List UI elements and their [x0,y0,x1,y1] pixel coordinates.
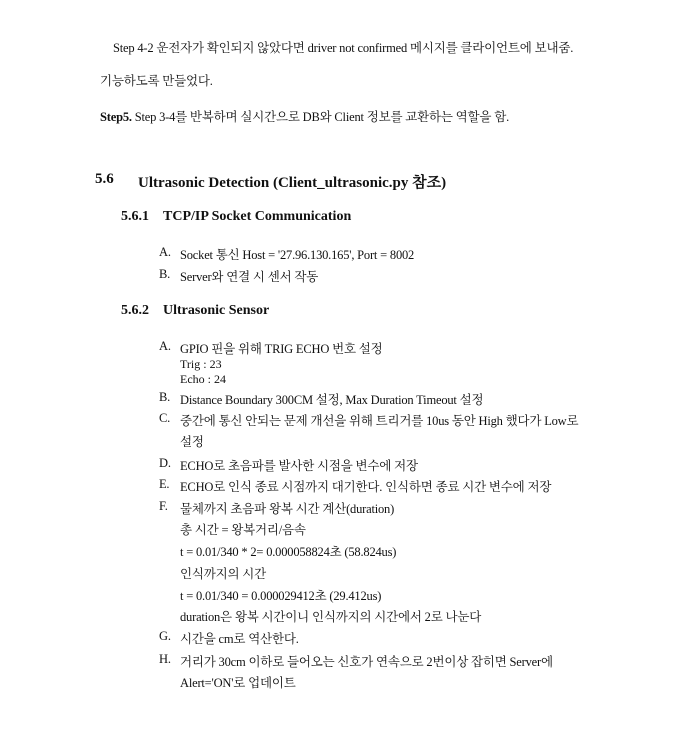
list-text: 중간에 통신 안되는 문제 개선을 위해 트리거를 10us 동안 High 했다가 Low로 [180,414,579,428]
step5-label: Step5. [100,110,132,124]
list-text: Server와 연결 시 센서 작동 [180,270,319,284]
list-text: GPIO 핀을 위해 TRIG ECHO 번호 설정 [180,342,383,356]
intro-line-2: 기능하도록 만들었다. [100,74,213,88]
list-text: 거리가 30cm 이하로 들어오는 신호가 연속으로 2번이상 잡히면 Server에 [180,655,553,669]
list-item [159,499,394,517]
list-text: Socket 통신 Host = '27.96.130.165', Port = 8002 [180,248,415,262]
list-item [159,411,578,429]
list-marker: B. [159,390,171,404]
list-text: ECHO로 초음파를 발사한 시점을 변수에 저장 [180,459,418,473]
section-5-6-2-number: 5.6.2 [121,303,149,318]
section-5-6-2-title: Ultrasonic Sensor [163,303,270,318]
list-item [159,390,483,408]
list-text: 시간을 cm로 역산한다. [180,632,299,646]
list-marker: A. [159,339,171,353]
list-item [159,267,318,285]
list-marker: C. [159,411,171,425]
section-5-6-number: 5.6 [95,171,114,187]
list-marker: F. [159,499,168,513]
list-marker: D. [159,456,171,470]
list-marker: A. [159,245,171,259]
step5-text: Step 3-4를 반복하며 실시간으로 DB와 Client 정보를 교환하는 역할을 함. [131,110,510,124]
list-marker: G. [159,629,171,643]
formula-line: 총 시간 = 왕복거리/음속 [180,523,306,537]
list-item [159,245,414,263]
list-text: ECHO로 인식 종료 시점까지 대기한다. 인식하면 종료 시간 변수에 저장 [180,480,552,494]
formula-line: t = 0.01/340 = 0.000029412초 (29.412us) [180,589,382,603]
intro-line-3 [100,107,509,125]
list-item [159,339,383,357]
list-marker: E. [159,477,170,491]
formula-line: t = 0.01/340 * 2= 0.000058824초 (58.824us) [180,545,397,559]
formula-line: duration은 왕복 시간이니 인식까지의 시간에서 2로 나눈다 [180,610,482,624]
echo-pin: Echo : 24 [180,372,226,386]
list-item [159,652,553,670]
section-5-6-title: Ultrasonic Detection (Client_ultrasonic.py 참조) [138,175,447,191]
trig-pin: Trig : 23 [180,357,222,371]
intro-line-1: Step 4-2 운전자가 확인되지 않았다면 driver not confirmed 메시지를 클라이언트에 보내줌. [113,41,574,55]
list-text: Distance Boundary 300CM 설정, Max Duration Timeout 설정 [180,393,484,407]
section-5-6-1-number: 5.6.1 [121,209,149,224]
formula-line: 인식까지의 시간 [180,567,267,581]
list-marker: H. [159,652,171,666]
list-item [159,629,299,647]
list-text: 물체까지 초음파 왕복 시간 계산(duration) [180,502,395,516]
list-item [159,477,551,495]
list-marker: B. [159,267,171,281]
list-item [159,456,418,474]
list-continuation: 설정 [180,435,204,449]
section-5-6-1-title: TCP/IP Socket Communication [163,209,352,224]
list-continuation: Alert='ON'로 업데이트 [180,676,296,690]
